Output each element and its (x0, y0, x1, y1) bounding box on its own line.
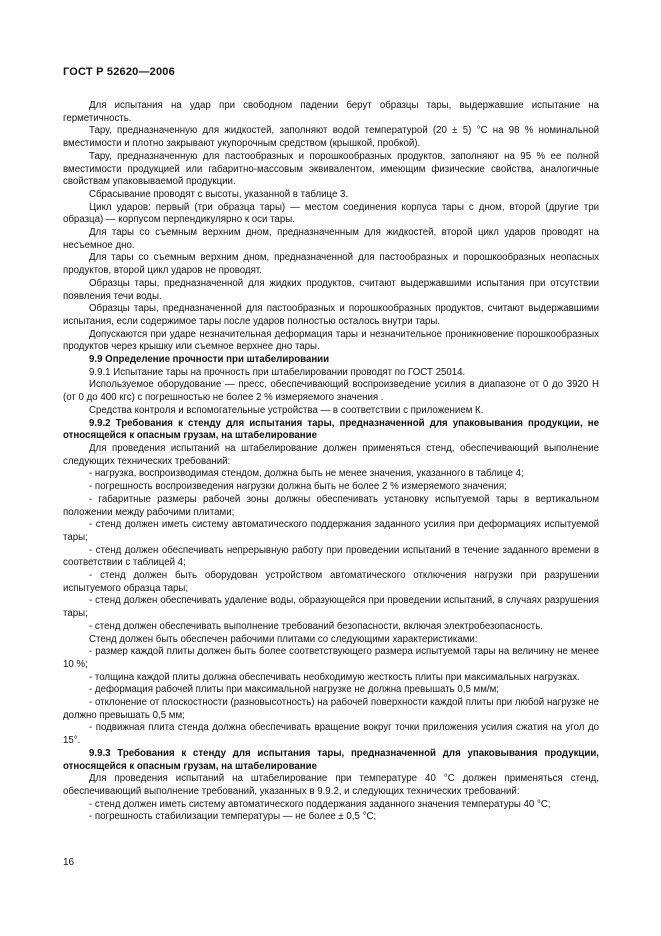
paragraph: Образцы тары, предназначенной для пастообразных и порошкообразных продуктов, считают выдержавшими испытания, если содержимое тары после ударов полностью осталось внутри тары. (63, 303, 599, 327)
list-item: - стенд должен обеспечивать выполнение требований безопасности, включая электробезопасность. (89, 620, 543, 632)
list-item: - стенд должен иметь систему автоматического поддержания заданного усилия при деформациях испытуемой тары; (63, 519, 599, 543)
paragraph: Средства контроля и вспомогательные устройства — в соответствии с приложением К. (89, 404, 484, 416)
paragraph: Допускаются при ударе незначительная деформация тары и незначительное проникновение порошкообразных продуктов через крышку или съемное верхнее дно тары. (63, 328, 599, 353)
paragraph: Для проведения испытаний на штабелирование должен применяться стенд, обеспечивающий выполнение следующих технических требований: (63, 442, 599, 467)
paragraph: Для тары со съемным верхним дном, предназначенной для пастообразных и порошкообразных неопасных продуктов, второй цикл ударов не проводят. (63, 252, 599, 277)
page-number: 16 (63, 857, 75, 868)
list-item: - деформация рабочей плиты при максимальной нагрузке не должна превышать 0,5 мм/м; (89, 684, 499, 696)
paragraph: Для тары со съемным верхним дном, предназначенным для жидкостей, второй цикл ударов проводят на несъемное дно. (63, 227, 599, 251)
paragraph: Для испытания на удар при свободном падении берут образцы тары, выдержавшие испытание на герметичность. (63, 100, 599, 124)
list-item: - стенд должен быть оборудован устройством автоматического отключения нагрузки при разрушении испытуемого образца тары; (63, 570, 599, 594)
list-item: - стенд должен иметь систему автоматического поддержания заданного значения температуры 40 °С; (89, 798, 551, 810)
standard-header: ГОСТ Р 52620—2006 (63, 66, 175, 78)
paragraph: Образцы тары, предназначенной для жидких продуктов, считают выдержавшими испытания при отсутствии появления течи воды. (63, 277, 599, 302)
paragraph: Тару, предназначенную для жидкостей, заполняют водой температурой (20 ± 5) °С на 98 % номинальной вместимости и плотно закрывают укупорочным средством (крышкой, пробкой). (63, 125, 599, 150)
list-item: - размер каждой плиты должен быть более соответствующего размера испытуемой тары на величину не менее 10 %; (63, 646, 599, 670)
list-item: - габаритные размеры рабочей зоны должны обеспечивать установку испытуемой тары в вертикальном положении между рабочими плитами; (63, 493, 599, 518)
section-heading-9-9: 9.9 Определение прочности при штабелировании (89, 354, 330, 366)
list-item: - погрешность стабилизации температуры — не более ± 0,5 °С; (89, 811, 377, 823)
list-item: - подвижная плита стенда должна обеспечивать вращение вокруг точки приложения усилия сжатия на угол до 15°. (63, 722, 599, 747)
paragraph: Стенд должен быть обеспечен рабочими плитами со следующими характеристиками: (89, 633, 478, 645)
list-item: - стенд должен обеспечивать удаление воды, образующейся при проведении испытаний, в случаях разрушения тары; (63, 595, 599, 620)
paragraph: Тару, предназначенную для пастообразных и порошкообразных продуктов, заполняют на 95 % ее полной вместимости продукцией или габаритно-массовым эквивалентом, имеющим физические свойства, аналогичные свойствам упаковываемой продукции. (63, 150, 599, 188)
section-heading-9-9-2: 9.9.2 Требования к стенду для испытания тары, предназначенной для упаковывания продукции, не относящейся к опасным грузам, на штабелирование (63, 417, 599, 442)
list-item: - отклонение от плоскостности (разновысотность) на рабочей поверхности каждой плиты при любой нагрузке не должно превышать 0,5 мм; (63, 697, 599, 721)
document-body (63, 100, 599, 824)
paragraph: Используемое оборудование — пресс, обеспечивающий воспроизведение усилия в диапазоне от 0 до 3920 Н (от 0 до 400 кгс) с погрешностью не более 2 % измеряемого значения . (63, 379, 599, 404)
list-item: - нагрузка, воспроизводимая стендом, должна быть не менее значения, указанного в таблице 4; (89, 468, 524, 480)
paragraph: Сбрасывание проводят с высоты, указанной в таблице 3. (89, 188, 349, 200)
list-item: - погрешность воспроизведения нагрузки должна быть не более 2 % измеряемого значения; (89, 481, 507, 493)
paragraph: Для проведения испытаний на штабелирование при температуре 40 °С должен применяться стенд, обеспечивающий выполнение требований, указанных в 9.9.2, и следующих технических требований: (63, 773, 599, 797)
paragraph: 9.9.1 Испытание тары на прочность при штабелировании проводят по ГОСТ 25014. (89, 366, 466, 378)
list-item: - стенд должен обеспечивать непрерывную работу при проведении испытаний в течение заданного времени в соответствии с таблицей 4; (63, 544, 599, 569)
list-item: - толщина каждой плиты должна обеспечивать необходимую жесткость плиты при максимальных нагрузках. (89, 671, 580, 683)
section-heading-9-9-3: 9.9.3 Требования к стенду для испытания тары, предназначенной для упаковывания продукции, относящейся к опасным грузам, на штабелирование (63, 747, 599, 772)
paragraph: Цикл ударов: первый (три образца тары) — местом соединения корпуса тары с дном, второй (другие три образца) — корпусом перпендикулярно к оси тары. (63, 201, 599, 226)
